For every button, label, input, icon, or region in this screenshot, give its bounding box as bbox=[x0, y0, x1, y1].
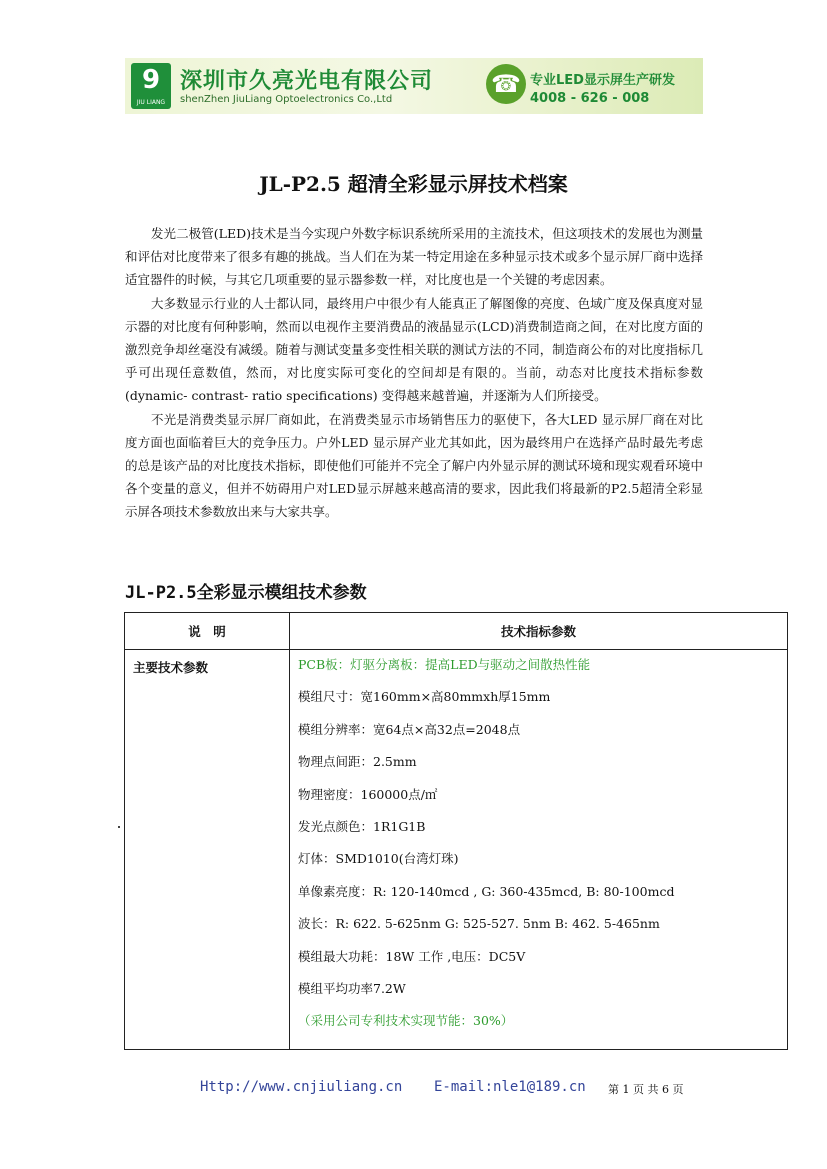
section-title: JL-P2.5全彩显示模组技术参数 bbox=[125, 583, 367, 603]
spec-avg-power: 模组平均功率7.2W bbox=[298, 980, 406, 996]
spec-lamp: 灯体：SMD1010(台湾灯珠) bbox=[298, 851, 459, 867]
spec-module-size: 模组尺寸：宽160mm×高80mmxh厚15mm bbox=[298, 689, 551, 705]
spec-list-cell bbox=[290, 650, 788, 1050]
spec-energy-saving: （采用公司专利技术实现节能：30%） bbox=[298, 1013, 514, 1029]
paragraph-3: 不光是消费类显示屏厂商如此，在消费类显示市场销售压力的驱使下，各大LED 显示屏厂商在对比度方面也面临着巨大的竞争压力。户外LED 显示屏产业尤其如此，因为最终用户在选择产品时最先考虑的总是该产品的对比度技术指标，即使他们可能并不完全了解户内外显示屏的测试环境和现实观看环境中各个变量的意义，但并不妨碍用户对LED显示屏越来越高清的要求，因此我们将最新的P2.5超清全彩显示屏各项技术参数放出来与大家共享。 bbox=[125, 411, 703, 520]
category-cell: 主要技术参数 bbox=[125, 650, 290, 1050]
document-title: JL-P2.5 超清全彩显示屏技术档案 bbox=[259, 172, 568, 196]
footer-email[interactable]: E-mail:nle1@189.cn bbox=[434, 1079, 586, 1095]
table-header-row bbox=[125, 613, 788, 650]
spec-pcb: PCB板：灯驱分离板：提高LED与驱动之间散热性能 bbox=[298, 657, 591, 672]
spec-resolution: 模组分辨率：宽64点×高32点=2048点 bbox=[298, 721, 521, 737]
footer-website[interactable]: Http://www.cnjiuliang.cn bbox=[200, 1079, 403, 1095]
spec-brightness: 单像素亮度：R: 120-140mcd , G: 360-435mcd, B: 80-100mcd bbox=[298, 883, 675, 899]
header-banner bbox=[125, 58, 703, 114]
table-row bbox=[125, 650, 788, 1050]
company-logo bbox=[131, 63, 171, 109]
company-name-cn: 深圳市久亮光电有限公司 bbox=[180, 69, 434, 94]
intro-paragraphs bbox=[125, 222, 703, 524]
phone-icon: ☎ bbox=[486, 64, 526, 104]
margin-dot bbox=[118, 826, 120, 828]
paragraph-2: 大多数显示行业的人士都认同，最终用户中很少有人能真正了解图像的亮度、色域广度及保真度对显示器的对比度有何种影响，然而以电视作主要消费品的液晶显示(LCD)消费制造商之间，在对比度方面的激烈竞争却丝毫没有减缓。随着与测试变量多变性相关联的测试方法的不同，制造商公布的对比度指标几乎可出现任意数值，然而，对比度实际可变化的空间却是有限的。当前，动态对比度技术指标参数(dynamic- contrast- ratio specifications) 变得越来越普遍，并逐渐为人们所接受。 bbox=[125, 295, 703, 404]
page-number: 第 1 页 共 6 页 bbox=[608, 1083, 684, 1096]
spec-density: 物理密度：160000点/㎡ bbox=[298, 786, 438, 802]
spec-wavelength: 波长：R: 622. 5-625nm G: 525-527. 5nm B: 462. 5-465nm bbox=[298, 916, 660, 932]
spec-max-power: 模组最大功耗：18W 工作 ,电压：DC5V bbox=[298, 948, 526, 964]
header-description: 说 明 bbox=[125, 613, 290, 650]
logo-glyph: 9 bbox=[141, 65, 161, 95]
spec-pixel-color: 发光点颜色：1R1G1B bbox=[298, 818, 426, 834]
header-spec-params: 技术指标参数 bbox=[290, 613, 788, 650]
hotline-number: 4008 - 626 - 008 bbox=[530, 91, 650, 106]
logo-subtext: JIU LIANG bbox=[136, 99, 166, 106]
spec-table bbox=[124, 612, 788, 1050]
company-name-en: shenZhen JiuLiang Optoelectronics Co.,Ltd bbox=[180, 94, 393, 105]
paragraph-1: 发光二极管(LED)技术是当今实现户外数字标识系统所采用的主流技术，但这项技术的发展也为测量和评估对比度带来了很多有趣的挑战。当人们在为某一特定用途在多种显示技术或多个显示屏厂商中选择适宜器件的时候，与其它几项重要的显示器参数一样，对比度也是一个关键的考虑因素。 bbox=[125, 226, 703, 288]
slogan: 专业LED显示屏生产研发 bbox=[530, 73, 675, 88]
spec-pitch: 物理点间距：2.5mm bbox=[298, 754, 417, 770]
